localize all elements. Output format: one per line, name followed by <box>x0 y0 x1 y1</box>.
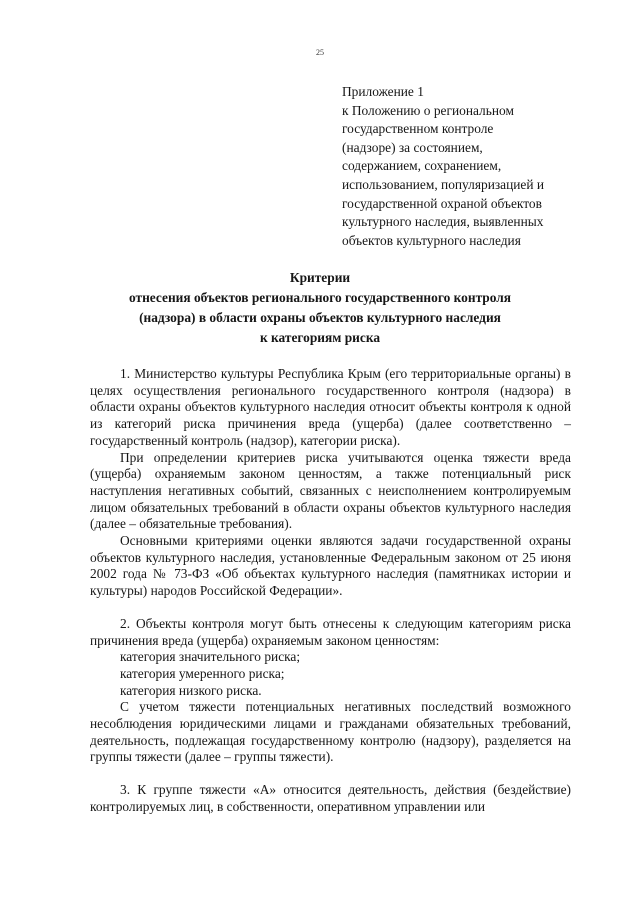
appendix-line: культурного наследия, выявленных <box>342 214 544 230</box>
appendix-line: (надзоре) за состоянием, <box>342 139 483 155</box>
risk-category-item: категория низкого риска. <box>120 682 262 698</box>
title-line: к категориям риска <box>259 330 381 345</box>
title-line: (надзора) в области охраны объектов культурного наследия <box>139 310 501 325</box>
appendix-header <box>342 83 597 250</box>
paragraph-6: 3. К группе тяжести «А» относится деятельность, действия (бездействие) контролируемых лиц, в собственности, оперативном управлении или <box>90 782 571 814</box>
risk-category-item: категория значительного риска; <box>120 649 301 665</box>
paragraph-1: 1. Министерство культуры Республика Крым (его территориальные органы) в целях осуществления регионального государственного контроля (надзора) в области охраны объектов культурного наследия относит объекты контроля к одной из категорий риска причинения вреда (ущерба) (далее соответственно – государственный контроль (надзор), категории риска). <box>90 366 571 448</box>
paragraph-5: С учетом тяжести потенциальных негативных последствий возможного несоблюдения юридическими лицами и гражданами обязательных требований, деятельность, подлежащая государственному контролю (надзору), разделяется на группы тяжести (далее – группы тяжести). <box>90 699 571 765</box>
document-body <box>90 366 571 816</box>
appendix-line: объектов культурного наследия <box>342 232 521 248</box>
title-line: Критерии <box>289 270 351 285</box>
title-line: отнесения объектов регионального государственного контроля <box>128 290 512 305</box>
appendix-line: к Положению о региональном <box>342 102 514 118</box>
appendix-line: использованием, популяризацией и <box>342 176 545 192</box>
risk-category-item: категория умеренного риска; <box>120 665 285 681</box>
paragraph-4: 2. Объекты контроля могут быть отнесены к следующим категориям риска причинения вреда (ущерба) охраняемым законом ценностям: <box>90 615 571 648</box>
appendix-line: содержанием, сохранением, <box>342 158 502 174</box>
paragraph-2: При определении критериев риска учитываются оценка тяжести вреда (ущерба) охраняемым законом ценностям, а также потенциальный риск наступления негативных событий, связанных с неисполнением контролируемым лицом обязательных требований в области охраны объектов культурного наследия (далее – обязательные требования). <box>90 449 571 532</box>
appendix-line: государственном контроле <box>342 121 494 137</box>
document-title <box>60 268 580 348</box>
page-number: 25 <box>316 48 324 57</box>
appendix-line: Приложение 1 <box>342 84 424 99</box>
appendix-line: государственной охраной объектов <box>342 195 542 211</box>
paragraph-3: Основными критериями оценки являются задачи государственной охраны объектов культурного наследия, установленные Федеральным законом от 25 июня 2002 года № 73-ФЗ «Об объектах культурного наследия (памятниках истории и культуры) народов Российской Федерации». <box>90 533 571 599</box>
